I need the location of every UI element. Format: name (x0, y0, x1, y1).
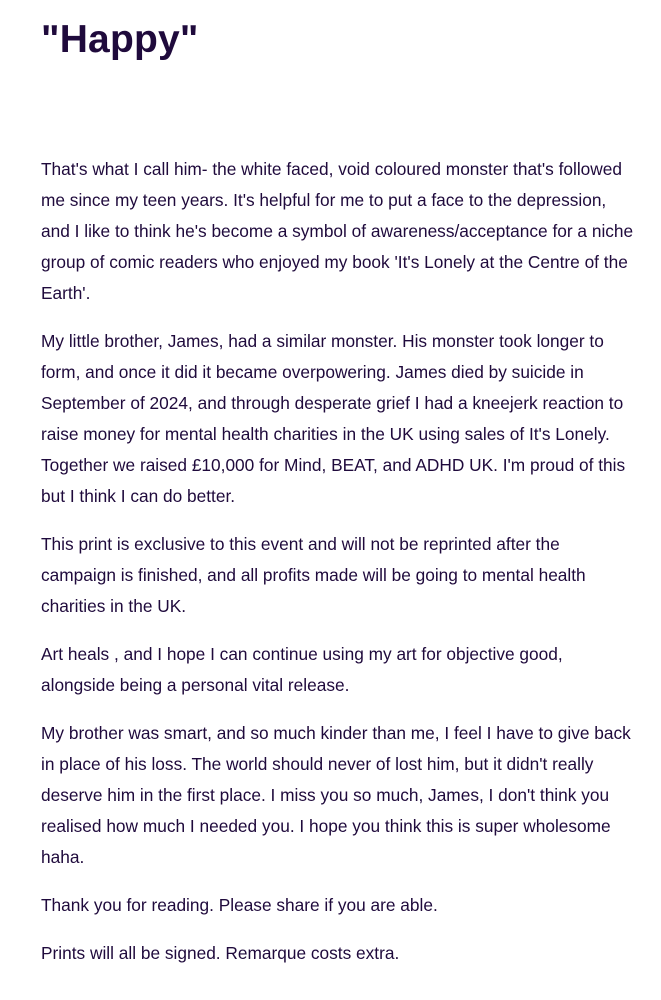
story-paragraph-6: Thank you for reading. Please share if you are able. (41, 895, 438, 915)
story-paragraph-4: Art heals , and I hope I can continue using my art for objective good, alongside being a personal vital release. (41, 644, 563, 695)
story-paragraph-2: My little brother, James, had a similar monster. His monster took longer to form, and once it did it became overpowering. James died by suicide in September of 2024, and through desperate grief I had a kneejerk reaction to raise money for mental health charities in the UK using sales of It's Lonely. Together we raised £10,000 for Mind, BEAT, and ADHD UK. I'm proud of this but I think I can do better. (41, 331, 626, 506)
story-paragraph-5: My brother was smart, and so much kinder than me, I feel I have to give back in place of his loss. The world should never of lost him, but it didn't really deserve him in the first place. I miss you so much, James, I don't think you realised how much I needed you. I hope you think this is super wholesome haha. (41, 723, 631, 867)
story-paragraph-7: Prints will all be signed. Remarque costs extra. (41, 943, 400, 963)
story-paragraph-1: That's what I call him- the white faced, void coloured monster that's followed me since my teen years. It's helpful for me to put a face to the depression, and I like to think he's become a symbol of awareness/acceptance for a niche group of comic readers who enjoyed my book 'It's Lonely at the Centre of the Earth'. (41, 159, 634, 303)
story-body (41, 154, 639, 969)
story-paragraph-3: This print is exclusive to this event and will not be reprinted after the campaign is finished, and all profits made will be going to mental health charities in the UK. (41, 534, 586, 616)
story-title: "Happy" (41, 18, 199, 61)
